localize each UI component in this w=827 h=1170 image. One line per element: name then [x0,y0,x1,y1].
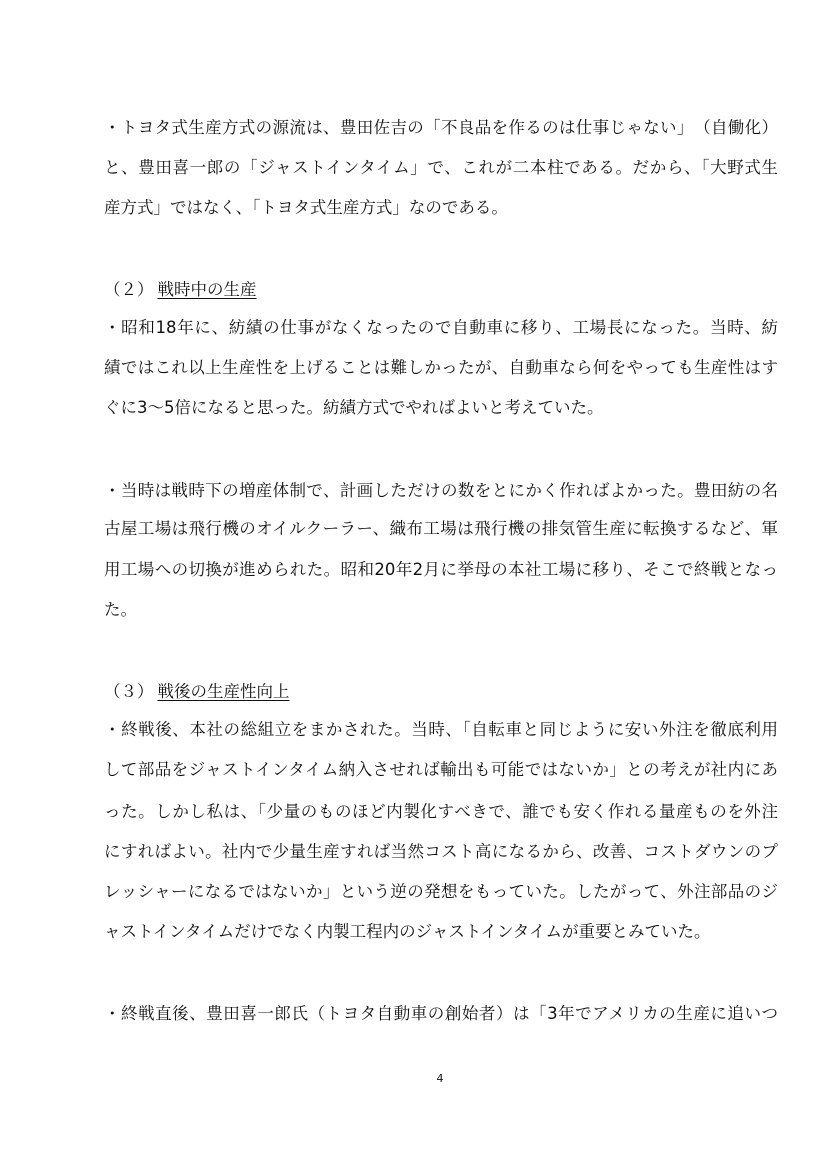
paragraph-2-line-1: ・昭和18年に、紡績の仕事がなくなったので自動車に移り、工場長になった。当時、紡 [104,318,778,337]
section-heading-2-number: （２） [104,280,154,299]
paragraph-2-line-3: ぐに3～5倍になると思った。紡績方式でやればよいと考えていた。 [104,398,604,417]
paragraph-4-line-3: った。しかし私は、「少量のものほど内製化すべきで、誰でも安く作れる量産ものを外注 [104,802,778,821]
section-heading-3-number: （３） [104,682,154,701]
paragraph-4-line-5: レッシャーになるではないか」という逆の発想をもっていた。したがって、外注部品のジ [104,882,778,901]
section-heading-3 [104,682,290,702]
paragraph-3-line-1: ・当時は戦時下の増産体制で、計画しただけの数をとにかく作ればよかった。豊田紡の名 [104,481,778,500]
paragraph-3-line-2: 古屋工場は飛行機のオイルクーラー、織布工場は飛行機の排気管生産に転換するなど、軍 [104,519,778,538]
section-heading-2 [104,280,257,300]
paragraph-1-line-2: と、豊田喜一郎の「ジャストインタイム」で、これが二本柱である。だから、「大野式生 [104,158,778,177]
section-heading-2-title: 戦時中の生産 [157,280,257,299]
section-heading-3-title: 戦後の生産性向上 [157,682,290,701]
paragraph-1-line-1: ・トヨタ式生産方式の源流は、豊田佐吉の「不良品を作るのは仕事じゃない」 （自働化） [104,118,778,137]
paragraph-5-line-1: ・終戦直後、豊田喜一郎氏（トヨタ自動車の創始者）は「3年でアメリカの生産に追いつ [104,1004,778,1023]
paragraph-4-line-4: にすればよい。社内で少量生産すれば当然コスト高になるから、改善、コストダウンのプ [104,842,778,861]
paragraph-3-line-4: た。 [104,600,137,619]
paragraph-1-line-3: 産方式」ではなく、「トヨタ式生産方式」なのである。 [104,198,508,217]
page-number: 4 [436,1072,444,1085]
paragraph-3-line-3: 用工場への切換が進められた。昭和20年2月に挙母の本社工場に移り、そこで終戦となっ [104,560,778,579]
paragraph-4-line-2: して部品をジャストインタイム納入させれば輸出も可能ではないか」との考えが社内にあ [104,760,778,779]
paragraph-4-line-6: ャストインタイムだけでなく内製工程内のジャストインタイムが重要とみていた。 [104,922,711,941]
paragraph-2-line-2: 績ではこれ以上生産性を上げることは難しかったが、自動車なら何をやっても生産性はす [104,358,778,377]
paragraph-4-line-1: ・終戦後、本社の総組立をまかされた。当時、「自転車と同じように安い外注を徹底利用 [104,720,778,739]
